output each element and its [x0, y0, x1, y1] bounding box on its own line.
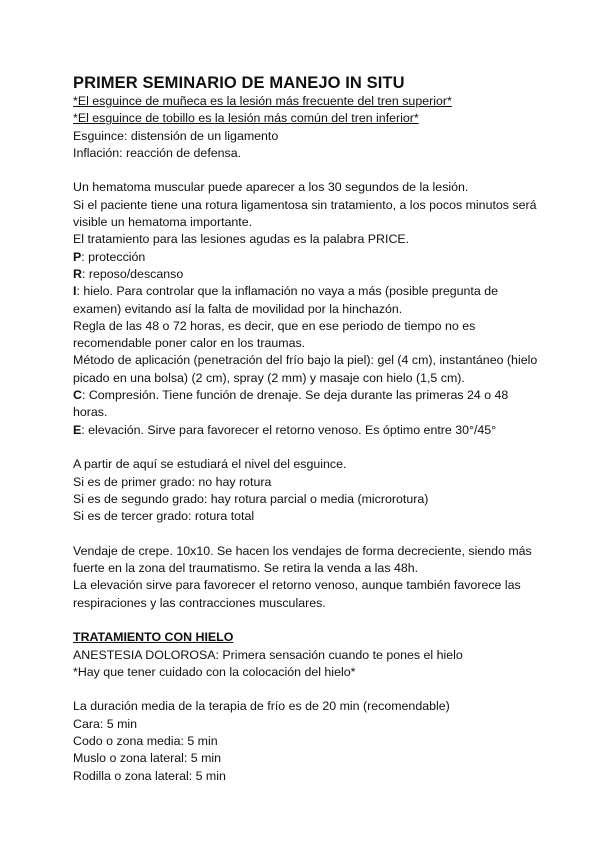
regla-text: Regla de las 48 o 72 horas, es decir, que en ese periodo de tiempo no es recomendable poner calor en los traumas. — [73, 318, 476, 351]
grados-intro: A partir de aquí se estudiará el nivel del esguince. — [73, 457, 347, 472]
anestesia-text: ANESTESIA DOLOROSA: Primera sensación cuando te pones el hielo — [73, 647, 463, 662]
zona-rodilla: Rodilla o zona lateral: 5 min — [73, 768, 226, 783]
price-i-line — [73, 283, 543, 318]
price-e-text: : elevación. Sirve para favorecer el retorno venoso. Es óptimo entre 30°/45° — [81, 422, 497, 437]
note-muneca: *El esguince de muñeca es la lesión más frecuente del tren superior* — [73, 94, 452, 108]
price-i-text: : hielo. Para controlar que la inflamación no vaya a más (posible pregunta de examen) evitando así la falta de movilidad por la hinchazón. — [73, 284, 498, 316]
zona-cara: Cara: 5 min — [73, 716, 138, 731]
cuidado-text: *Hay que tener cuidado con la colocación del hielo* — [73, 664, 356, 679]
price-p-line — [73, 249, 543, 266]
spacer — [73, 162, 543, 179]
price-e-letter: E — [73, 422, 82, 437]
price-c-letter: C — [73, 388, 82, 403]
grado-1: Si es de primer grado: no hay rotura — [73, 474, 272, 489]
vendaje-text: Vendaje de crepe. 10x10. Se hacen los vendajes de forma decreciente, siendo más fuerte en la zona del traumatismo. Se retira la venda a las 48h. — [73, 543, 532, 576]
price-r-line — [73, 266, 543, 283]
hematoma-text: Un hematoma muscular puede aparecer a los 30 segundos de la lesión. — [73, 180, 469, 195]
price-p-letter: P — [73, 249, 82, 264]
price-c-line — [73, 387, 543, 422]
document-title: PRIMER SEMINARIO DE MANEJO IN SITU — [73, 74, 405, 92]
document-page — [73, 73, 543, 785]
price-r-text: : reposo/descanso — [81, 266, 184, 281]
zona-muslo: Muslo o zona lateral: 5 min — [73, 751, 222, 766]
section-heading-hielo: TRATAMIENTO CON HIELO — [73, 630, 234, 645]
price-c-text: : Compresión. Tiene función de drenaje. Se deja durante las primeras 24 o 48 horas. — [73, 388, 509, 420]
spacer — [73, 525, 543, 542]
grado-3: Si es de tercer grado: rotura total — [73, 509, 255, 524]
def-esguince: Esguince: distensión de un ligamento — [73, 128, 279, 143]
spacer — [73, 681, 543, 698]
price-i-letter: I — [73, 284, 77, 299]
spacer — [73, 439, 543, 456]
price-p-text: : protección — [81, 249, 146, 264]
price-e-line — [73, 422, 543, 439]
zona-codo: Codo o zona media: 5 min — [73, 733, 218, 748]
spacer — [73, 612, 543, 629]
metodo-text: Método de aplicación (penetración del frío bajo la piel): gel (4 cm), instantáneo (hielo picado en una bolsa) (2 cm), spray (2 mm) y masaje con hielo (1,5 cm). — [73, 353, 538, 385]
price-r-letter: R — [73, 266, 82, 281]
duracion-text: La duración media de la terapia de frío es de 20 min (recomendable) — [73, 699, 450, 714]
rotura-text: Si el paciente tiene una rotura ligamentosa sin tratamiento, a los pocos minutos será visible un hematoma importante. — [73, 197, 537, 230]
elevacion-text: La elevación sirve para favorecer el retorno venoso, aunque también favorece las respiraciones y las contracciones musculares. — [73, 578, 521, 610]
note-tobillo: *El esguince de tobillo es la lesión más común del tren inferior* — [73, 111, 419, 126]
price-intro: El tratamiento para las lesiones agudas es la palabra PRICE. — [73, 232, 410, 247]
def-inflacion: Inflación: reacción de defensa. — [73, 145, 242, 160]
grado-2: Si es de segundo grado: hay rotura parcial o media (microrotura) — [73, 491, 429, 506]
